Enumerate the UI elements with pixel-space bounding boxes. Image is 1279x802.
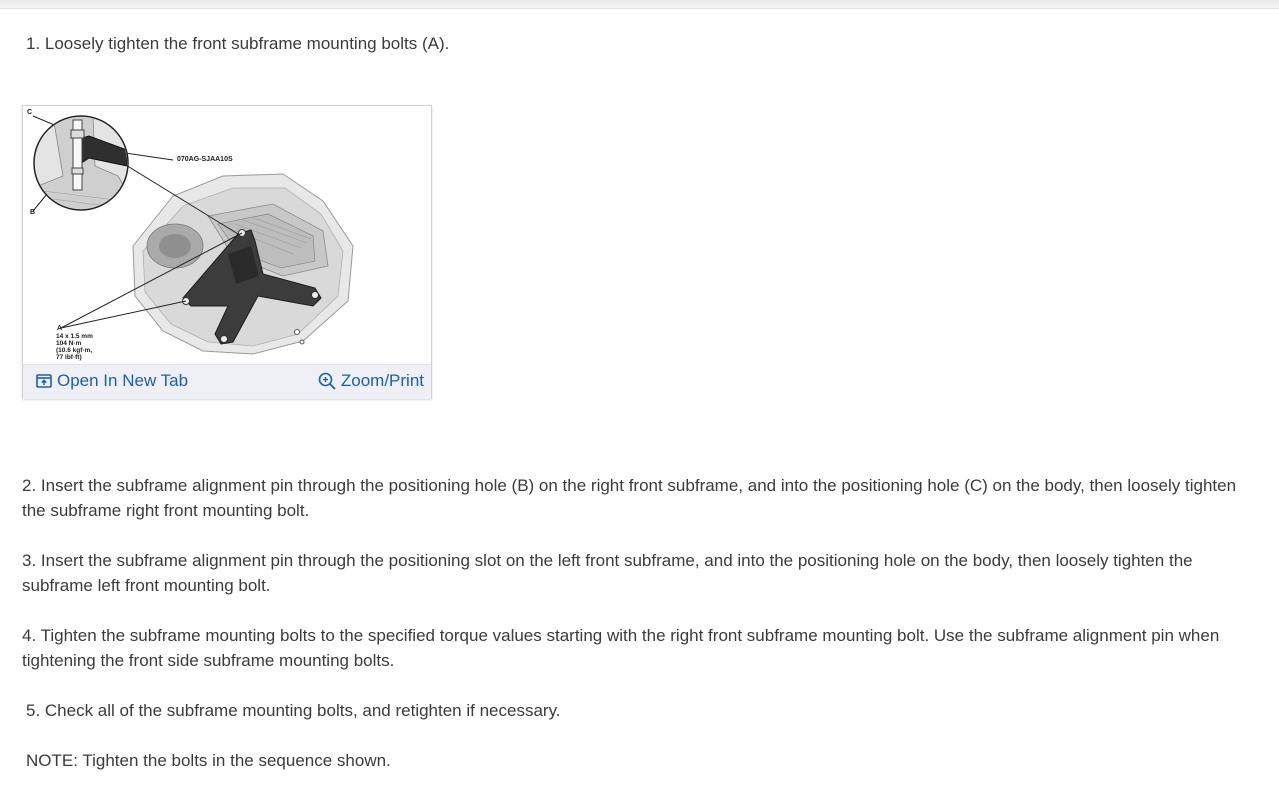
figure-card xyxy=(22,105,432,399)
zoom-print-link[interactable] xyxy=(318,371,424,391)
step-2-text: 2. Insert the subframe alignment pin through the positioning hole (B) on the right front subframe, and into the positioning hole (C) on the body, then loosely tighten the subframe right front mounting bolt. xyxy=(22,476,1237,520)
open-in-new-tab-link[interactable] xyxy=(36,371,188,391)
figure-label-a: A xyxy=(57,325,63,332)
torque-spec-line: 14 x 1.5 mm xyxy=(56,333,93,340)
open-new-tab-icon xyxy=(36,374,52,388)
torque-spec xyxy=(56,333,93,361)
subframe-illustration xyxy=(23,106,431,364)
zoom-print-label: Zoom/Print xyxy=(340,371,424,390)
figure-label-c: C xyxy=(27,109,33,116)
step-5-text: 5. Check all of the subframe mounting bolts, and retighten if necessary. xyxy=(26,701,561,720)
step-4-text: 4. Tighten the subframe mounting bolts to the specified torque values starting with the right front subframe mounting bolt. Use the subframe alignment pin when tightening the front side subframe mounting bolts. xyxy=(22,626,1220,670)
top-bar-shadow xyxy=(0,0,1279,9)
step-3-text: 3. Insert the subframe alignment pin through the positioning slot on the left front subframe, and into the positioning hole on the body, then loosely tighten the subframe left front mounting bolt. xyxy=(22,551,1193,595)
zoom-in-icon xyxy=(318,372,336,390)
torque-spec-line: 77 lbf·ft) xyxy=(56,354,82,361)
step-1-text: 1. Loosely tighten the front subframe mounting bolts (A). xyxy=(26,34,450,53)
torque-spec-line: 104 N·m xyxy=(56,340,82,347)
note-text: NOTE: Tighten the bolts in the sequence shown. xyxy=(26,751,391,770)
figure-toolbar xyxy=(23,364,431,399)
figure-code: 070AG-SJAA10S xyxy=(177,156,233,163)
open-in-new-tab-label: Open In New Tab xyxy=(57,371,189,390)
torque-spec-line: (10.6 kgf·m, xyxy=(56,347,93,354)
figure-label-b: B xyxy=(30,209,36,216)
